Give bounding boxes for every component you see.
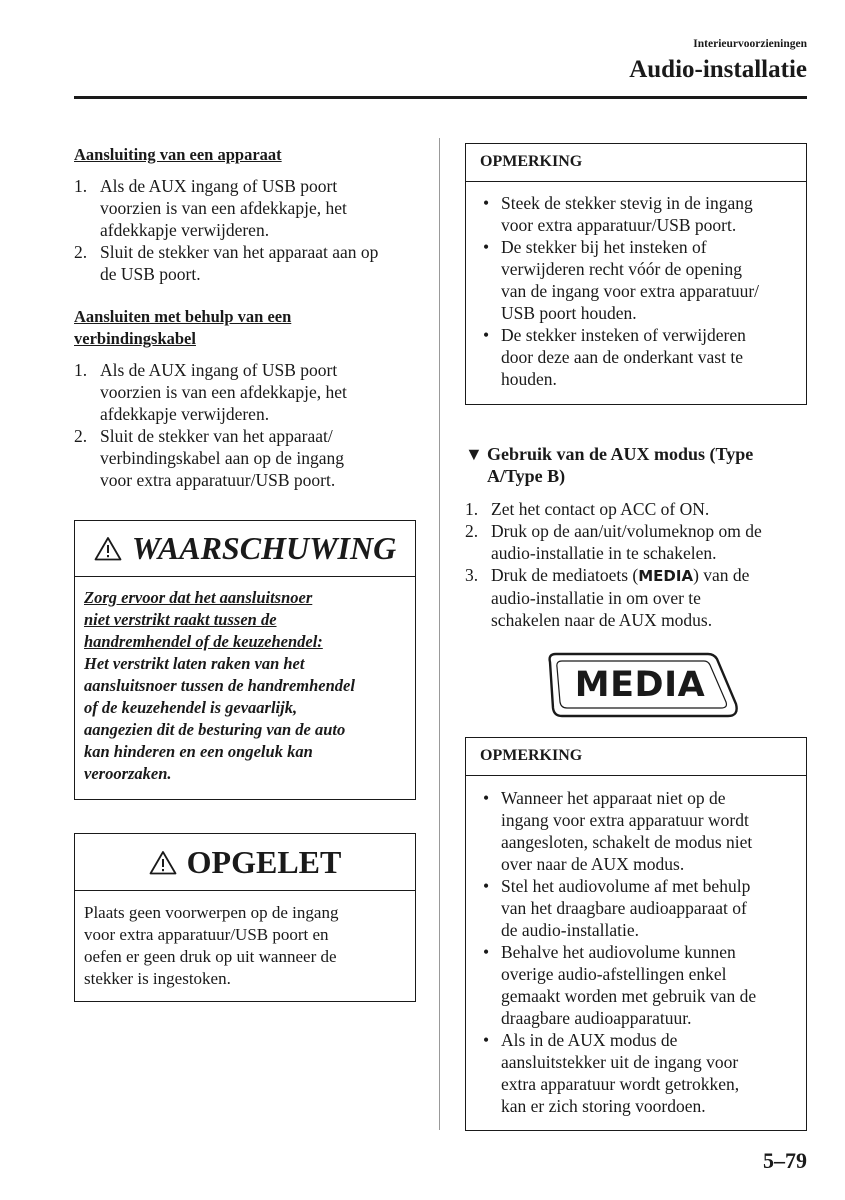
note-line: van het draagbare audioapparaat of [501, 898, 747, 918]
section-heading-connect-cable [74, 306, 419, 350]
note-line: overige audio-afstellingen enkel [501, 964, 727, 984]
step-line: voor extra apparatuur/USB poort. [100, 470, 336, 490]
section-name: Interieurvoorzieningen [693, 38, 807, 50]
step-line: audio-installatie in om over te [491, 588, 701, 608]
caution-line: stekker is ingestoken. [84, 969, 231, 988]
note-line: verwijderen recht vóór de opening [501, 259, 743, 279]
caution-line: voor extra apparatuur/USB poort en [84, 925, 329, 944]
page-number: 5–79 [763, 1148, 807, 1173]
list-item [480, 875, 792, 941]
bullet-icon: • [483, 876, 490, 896]
note-line: aangesloten, schakelt de modus niet [501, 832, 753, 852]
note-line: van de ingang voor extra apparatuur/ [501, 281, 760, 301]
list-item [480, 941, 792, 1029]
note-line: de audio-installatie. [501, 920, 640, 940]
note-list [480, 787, 792, 1117]
note-box-2 [465, 737, 807, 1131]
step-item [74, 359, 419, 425]
step-number: 2. [74, 426, 88, 446]
step-line: Als de AUX ingang of USB poort [100, 360, 338, 380]
note-line: voor extra apparatuur/USB poort. [501, 215, 737, 235]
warning-line: Zorg ervoor dat het aansluitsnoer [84, 588, 313, 607]
steps-connect-cable [74, 359, 419, 491]
warning-line: aangezien dit de besturing van de auto [84, 720, 346, 739]
step-number: 1. [74, 176, 88, 196]
list-item [480, 324, 792, 390]
aux-mode-section [465, 443, 810, 631]
note-line: aansluitstekker uit de ingang voor [501, 1052, 739, 1072]
caution-line: Plaats geen voorwerpen op de ingang [84, 903, 339, 922]
note-body [466, 182, 806, 390]
warning-header [75, 521, 415, 577]
note-line: De stekker insteken of verwijderen [501, 325, 746, 345]
media-key-label: MEDIA [638, 567, 694, 585]
caution-text [75, 891, 415, 990]
step-line: afdekkapje verwijderen. [100, 220, 270, 240]
note-line: Stel het audiovolume af met behulp [501, 876, 751, 896]
step-text: ) van de [693, 565, 750, 585]
aux-steps [465, 498, 810, 631]
step-line: afdekkapje verwijderen. [100, 404, 270, 424]
warning-line: handremhendel of de keuzehendel: [84, 632, 323, 651]
note-line: Behalve het audiovolume kunnen [501, 942, 736, 962]
note-line: over naar de AUX modus. [501, 854, 685, 874]
bullet-icon: • [483, 1030, 490, 1050]
note-body [466, 776, 806, 1117]
step-line: audio-installatie in te schakelen. [491, 543, 717, 563]
note-line: extra apparatuur wordt getrokken, [501, 1074, 740, 1094]
caution-line: oefen er geen druk op uit wanneer de [84, 947, 337, 966]
step-text: Druk de mediatoets ( [491, 565, 639, 585]
step-number: 2. [465, 521, 479, 541]
caution-title: OPGELET [186, 843, 342, 880]
note-line: draagbare audioapparatuur. [501, 1008, 692, 1028]
note-line: houden. [501, 369, 557, 389]
step-line: schakelen naar de AUX modus. [491, 610, 713, 630]
list-item [480, 236, 792, 324]
column-divider [439, 138, 440, 1130]
warning-line: of de keuzehendel is gevaarlijk, [84, 698, 298, 717]
step-line: Als de AUX ingang of USB poort [100, 176, 338, 196]
note-line: USB poort houden. [501, 303, 637, 323]
aux-heading-line: A/Type B) [487, 466, 566, 486]
note-list [480, 192, 792, 390]
step-item [465, 564, 810, 631]
media-button-illustration [540, 650, 740, 722]
media-button-label: MEDIA [574, 665, 706, 705]
caution-header [75, 834, 415, 891]
step-line: Druk op de aan/uit/volumeknop om de [491, 521, 762, 541]
step-item [465, 498, 810, 520]
step-line: de USB poort. [100, 264, 201, 284]
note-title: OPMERKING [466, 738, 806, 776]
note-title: OPMERKING [466, 144, 806, 182]
bullet-icon: • [483, 788, 490, 808]
bullet-icon: • [483, 237, 490, 257]
note-line: ingang voor extra apparatuur wordt [501, 810, 749, 830]
note-box-1 [465, 143, 807, 405]
note-line: gemaakt worden met gebruik van de [501, 986, 757, 1006]
note-line: Als in de AUX modus de [501, 1030, 678, 1050]
step-item [74, 241, 419, 285]
step-item [74, 425, 419, 491]
heading-line: verbindingskabel [74, 329, 196, 348]
note-line: De stekker bij het insteken of [501, 237, 707, 257]
note-line: kan er zich storing voordoen. [501, 1096, 706, 1116]
heading-line: Aansluiten met behulp van een [74, 307, 292, 326]
step-number: 3. [465, 565, 479, 585]
bullet-icon: • [483, 942, 490, 962]
aux-heading [465, 443, 810, 487]
step-line: verbindingskabel aan op de ingang [100, 448, 344, 468]
step-number: 2. [74, 242, 88, 262]
section-heading-connect-device: Aansluiting van een apparaat [74, 145, 282, 164]
warning-line: Het verstrikt laten raken van het [84, 654, 305, 673]
bullet-icon: • [483, 325, 490, 345]
list-item [480, 192, 792, 236]
aux-heading-line: Gebruik van de AUX modus (Type [487, 444, 754, 464]
warning-line: kan hinderen en een ongeluk kan [84, 742, 313, 761]
note-line: Wanneer het apparaat niet op de [501, 788, 726, 808]
list-item [480, 1029, 792, 1117]
step-line: Sluit de stekker van het apparaat/ [100, 426, 333, 446]
page-title: Audio-installatie [629, 56, 807, 83]
left-column [74, 144, 419, 491]
step-line: Zet het contact op ACC of ON. [491, 499, 710, 519]
warning-title: WAARSCHUWING [131, 530, 397, 566]
warning-line: aansluitsnoer tussen de handremhendel [84, 676, 355, 695]
step-line: voorzien is van een afdekkapje, het [100, 382, 347, 402]
warning-box [74, 520, 416, 800]
step-line: Sluit de stekker van het apparaat aan op [100, 242, 379, 262]
warning-text [75, 577, 415, 785]
step-item [465, 520, 810, 564]
warning-triangle-icon [149, 850, 177, 875]
header-rule [74, 96, 807, 99]
step-item [74, 175, 419, 241]
warning-line: niet verstrikt raakt tussen de [84, 610, 277, 629]
note-line: Steek de stekker stevig in de ingang [501, 193, 753, 213]
step-number: 1. [74, 360, 88, 380]
bullet-icon: • [483, 193, 490, 213]
warning-triangle-icon [94, 536, 122, 561]
note-line: door deze aan de onderkant vast te [501, 347, 743, 367]
caution-box [74, 833, 416, 1002]
steps-connect-device [74, 175, 419, 285]
warning-line: veroorzaken. [84, 764, 172, 783]
step-number: 1. [465, 499, 479, 519]
list-item [480, 787, 792, 875]
triangle-down-icon: ▼ [465, 444, 483, 464]
step-line: voorzien is van een afdekkapje, het [100, 198, 347, 218]
step-line [491, 564, 810, 587]
